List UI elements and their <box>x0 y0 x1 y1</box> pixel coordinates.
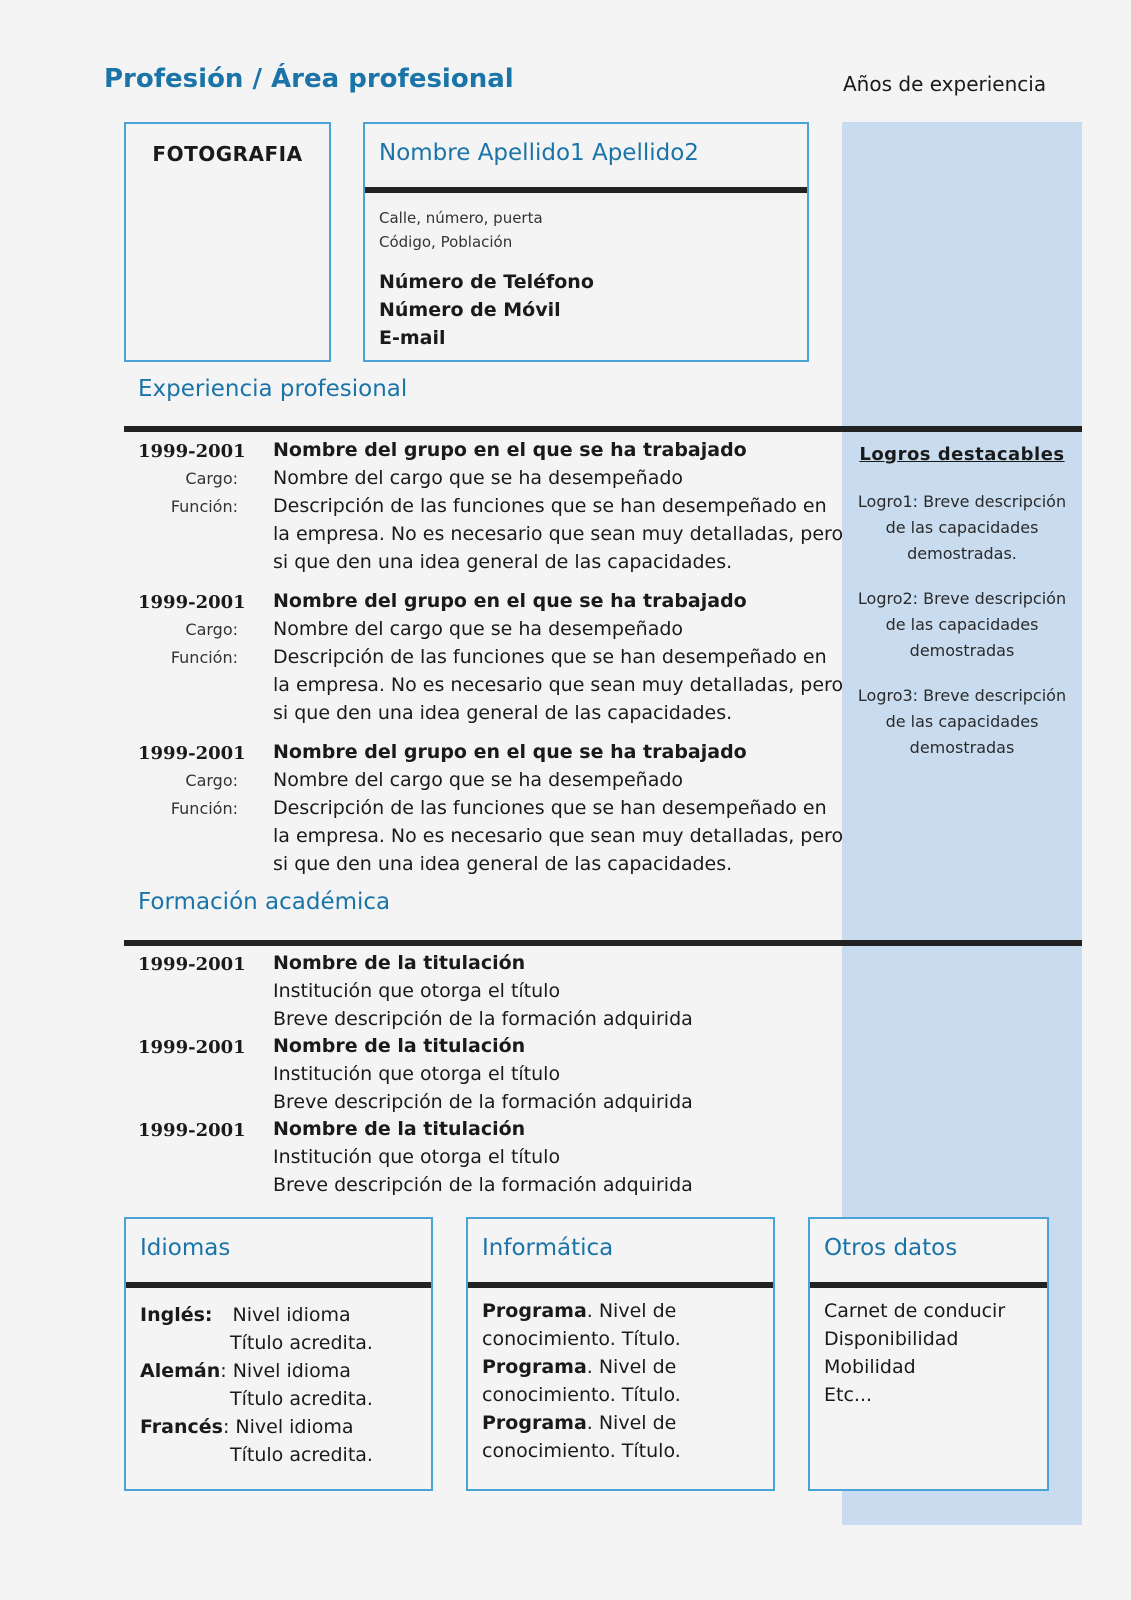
language-cert: Título acredita. <box>230 1332 373 1354</box>
education-description: Breve descripción de la formación adquirida <box>273 1174 693 1196</box>
cargo-label: Cargo: <box>185 771 238 790</box>
phone: Número de Teléfono <box>379 271 594 293</box>
degree-name: Nombre de la titulación <box>273 1035 526 1057</box>
language-name: Francés <box>140 1416 223 1438</box>
education-years: 1999-2001 <box>138 954 246 975</box>
achievement-line: de las capacidades <box>885 712 1039 731</box>
program-item <box>482 1297 681 1325</box>
address-line: Calle, número, puerta <box>379 209 543 227</box>
experience-role: Nombre del cargo que se ha desempeñado <box>273 467 684 489</box>
other-data-item: Etc... <box>824 1384 873 1406</box>
experience-company: Nombre del grupo en el que se ha trabajado <box>273 439 747 461</box>
photo-box <box>124 122 331 362</box>
experience-years: 1999-2001 <box>138 743 246 764</box>
program-name: Programa <box>482 1300 587 1322</box>
education-years: 1999-2001 <box>138 1120 246 1141</box>
description-line: la empresa. No es necesario que sean muy detalladas, pero <box>273 674 844 696</box>
other-data-item: Mobilidad <box>824 1356 916 1378</box>
degree-name: Nombre de la titulación <box>273 1118 526 1140</box>
experience-years: 1999-2001 <box>138 592 246 613</box>
education-entry <box>273 949 693 1033</box>
section-divider <box>124 426 1082 432</box>
institution: Institución que otorga el título <box>273 1063 561 1085</box>
other-data-box <box>808 1217 1049 1491</box>
experience-title: Experiencia profesional <box>138 376 408 402</box>
contact-box <box>363 122 809 362</box>
mobile: Número de Móvil <box>379 299 561 321</box>
experience-description <box>273 643 843 727</box>
experience-description <box>273 492 843 576</box>
experience-role: Nombre del cargo que se ha desempeñado <box>273 618 684 640</box>
section-divider <box>124 940 1082 946</box>
description-line: Descripción de las funciones que se han desempeñado en <box>273 646 827 668</box>
achievement-line: Logro2: Breve descripción <box>857 589 1067 608</box>
divider <box>365 187 807 193</box>
description-line: si que den una idea general de las capacidades. <box>273 702 733 724</box>
computing-box <box>466 1217 775 1491</box>
divider <box>468 1282 773 1288</box>
language-item <box>140 1413 373 1441</box>
funcion-label: Función: <box>170 799 238 818</box>
experience-role: Nombre del cargo que se ha desempeñado <box>273 769 684 791</box>
education-years: 1999-2001 <box>138 1037 246 1058</box>
education-title: Formación académica <box>138 889 391 915</box>
degree-name: Nombre de la titulación <box>273 952 526 974</box>
language-level: Nivel idioma <box>232 1304 351 1326</box>
languages-box <box>124 1217 433 1491</box>
program-item <box>482 1353 681 1381</box>
achievement-line: de las capacidades <box>885 615 1039 634</box>
program-cert: conocimiento. Título. <box>482 1440 681 1462</box>
computing-list <box>482 1297 681 1465</box>
program-level: . Nivel de <box>586 1300 677 1322</box>
program-cert: conocimiento. Título. <box>482 1384 681 1406</box>
achievement-line: demostradas <box>909 738 1015 757</box>
separator: : <box>222 1416 230 1438</box>
achievement-line: Logro3: Breve descripción <box>857 686 1067 705</box>
experience-description <box>273 794 843 878</box>
language-cert: Título acredita. <box>230 1444 373 1466</box>
achievement-item <box>842 489 1082 567</box>
languages-list <box>140 1301 373 1469</box>
description-line: Descripción de las funciones que se han desempeñado en <box>273 797 827 819</box>
program-item <box>482 1409 681 1437</box>
language-name: Alemán <box>140 1360 221 1382</box>
experience-company: Nombre del grupo en el que se ha trabajado <box>273 590 747 612</box>
institution: Institución que otorga el título <box>273 1146 561 1168</box>
achievements-title: Logros destacables <box>859 444 1065 465</box>
education-description: Breve descripción de la formación adquirida <box>273 1008 693 1030</box>
photo-label: FOTOGRAFIA <box>152 142 303 166</box>
experience-company: Nombre del grupo en el que se ha trabajado <box>273 741 747 763</box>
profession-title: Profesión / Área profesional <box>104 64 514 94</box>
institution: Institución que otorga el título <box>273 980 561 1002</box>
funcion-label: Función: <box>170 648 238 667</box>
other-data-item: Disponibilidad <box>824 1328 959 1350</box>
other-data-title: Otros datos <box>824 1235 958 1261</box>
experience-years: 1999-2001 <box>138 441 246 462</box>
language-name: Inglés: <box>140 1304 213 1326</box>
language-item <box>140 1301 373 1329</box>
description-line: si que den una idea general de las capacidades. <box>273 551 733 573</box>
divider <box>810 1282 1047 1288</box>
program-level: . Nivel de <box>586 1412 677 1434</box>
program-level: . Nivel de <box>586 1356 677 1378</box>
language-level: Nivel idioma <box>232 1360 351 1382</box>
program-name: Programa <box>482 1356 587 1378</box>
education-entry <box>273 1032 693 1116</box>
other-data-item: Carnet de conducir <box>824 1300 1006 1322</box>
cargo-label: Cargo: <box>185 469 238 488</box>
cargo-label: Cargo: <box>185 620 238 639</box>
description-line: si que den una idea general de las capacidades. <box>273 853 733 875</box>
program-cert: conocimiento. Título. <box>482 1328 681 1350</box>
divider <box>126 1282 431 1288</box>
education-description: Breve descripción de la formación adquirida <box>273 1091 693 1113</box>
achievement-line: Logro1: Breve descripción <box>857 492 1067 511</box>
language-cert: Título acredita. <box>230 1388 373 1410</box>
achievement-line: demostradas. <box>907 544 1017 563</box>
address <box>379 206 543 254</box>
achievement-line: demostradas <box>909 641 1015 660</box>
computing-title: Informática <box>482 1235 614 1261</box>
achievement-item <box>842 683 1082 761</box>
separator: : <box>220 1360 227 1382</box>
achievement-item <box>842 586 1082 664</box>
education-entry <box>273 1115 693 1199</box>
languages-title: Idiomas <box>140 1235 231 1261</box>
email: E-mail <box>379 327 446 349</box>
program-name: Programa <box>482 1412 587 1434</box>
achievement-line: de las capacidades <box>885 518 1039 537</box>
years-experience: Años de experiencia <box>843 72 1047 96</box>
address-line: Código, Población <box>379 233 513 251</box>
description-line: Descripción de las funciones que se han desempeñado en <box>273 495 827 517</box>
contact-details <box>379 268 594 352</box>
funcion-label: Función: <box>170 497 238 516</box>
full-name: Nombre Apellido1 Apellido2 <box>379 140 699 166</box>
language-item <box>140 1357 373 1385</box>
description-line: la empresa. No es necesario que sean muy detalladas, pero <box>273 825 844 847</box>
language-level: Nivel idioma <box>235 1416 354 1438</box>
description-line: la empresa. No es necesario que sean muy detalladas, pero <box>273 523 844 545</box>
other-data-list <box>824 1297 1005 1409</box>
